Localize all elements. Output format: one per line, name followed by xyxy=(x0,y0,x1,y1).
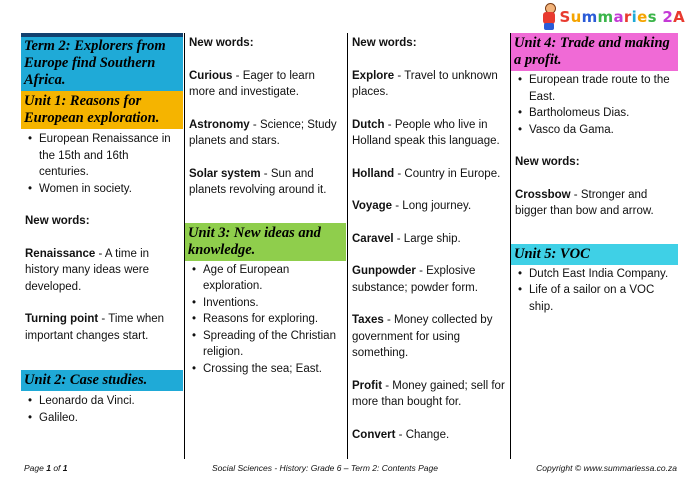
child-mascot-icon xyxy=(540,3,558,31)
unit1-title: Unit 1: Reasons for European exploration. xyxy=(21,91,183,129)
unit5-title: Unit 5: VOC xyxy=(511,244,678,265)
list-item: • European trade route to the East. xyxy=(529,72,674,105)
unit3-list xyxy=(189,262,342,378)
list-item: • Inventions. xyxy=(203,295,342,312)
unit5-list xyxy=(515,266,674,316)
list-item: • European Renaissance in the 15th and 16th centuries. xyxy=(39,131,179,181)
new-words-label: New words: xyxy=(25,215,90,227)
new-words-label xyxy=(352,35,505,52)
word-entry: Holland - Country in Europe. xyxy=(352,167,501,180)
unit2-list xyxy=(25,393,179,426)
unit2-title: Unit 2: Case studies. xyxy=(21,370,183,391)
page-prefix: Page xyxy=(24,463,47,473)
term-title: Term 2: Explorers from Europe find Southern Africa. xyxy=(21,33,183,91)
page-total: 1 xyxy=(62,463,68,473)
word-term: Solar system xyxy=(189,167,261,180)
word-entry: Voyage - Long journey. xyxy=(352,200,472,212)
word-entry: Renaissance - A time in history many ideas were developed. xyxy=(25,247,150,293)
column-2 xyxy=(184,33,346,459)
logo-letter: m xyxy=(597,8,614,26)
word-definition: Money gained; sell for more than bought for. xyxy=(352,379,505,408)
column-4 xyxy=(510,33,678,459)
word-term: Gunpowder xyxy=(352,265,416,277)
footer-center-text: Social Sciences - History: Grade 6 – Term 2: Contents Page xyxy=(212,463,438,473)
word-term: Profit xyxy=(352,379,383,392)
list-item: • Vasco da Gama. xyxy=(529,122,674,139)
logo-letter: e xyxy=(637,8,648,26)
column-1 xyxy=(21,33,183,459)
word-definition: Stronger and bigger than bow and arrow. xyxy=(515,188,654,217)
word-term: Astronomy xyxy=(189,118,250,131)
word-entry: Crossbow - Stronger and bigger than bow and arrow. xyxy=(515,188,654,217)
word-term: Dutch xyxy=(352,118,385,131)
word-definition: Eager to learn more and investigate. xyxy=(189,69,315,98)
word-entry: Explore - Travel to unknown places. xyxy=(352,69,498,98)
word-entry: Gunpowder - Explosive substance; powder form. xyxy=(352,265,478,294)
list-item: • Reasons for exploring. xyxy=(203,311,342,328)
word-definition: Sun and planets revolving around it. xyxy=(189,167,327,196)
list-item: • Life of a sailor on a VOC ship. xyxy=(529,282,674,315)
word-term: Crossbow xyxy=(515,188,571,201)
word-term: Explore xyxy=(352,69,395,82)
unit4-title: Unit 4: Trade and making a profit. xyxy=(511,33,678,71)
summaries-logo xyxy=(540,2,685,32)
logo-letter: r xyxy=(623,8,632,26)
list-item: • Dutch East India Company. xyxy=(529,266,674,283)
word-definition: Money collected by government for using something. xyxy=(352,314,493,359)
unit1-list xyxy=(25,131,179,197)
page-current: 1 xyxy=(46,463,51,473)
word-definition: Country in Europe. xyxy=(404,167,501,180)
word-term: Taxes xyxy=(352,314,384,326)
list-item: • Age of European exploration. xyxy=(203,262,342,295)
list-item: • Crossing the sea; East. xyxy=(203,361,342,378)
word-entry: Dutch - People who live in Holland speak this language. xyxy=(352,118,500,147)
word-entry: Caravel - Large ship. xyxy=(352,232,461,245)
word-term: Convert xyxy=(352,428,396,441)
logo-text xyxy=(560,8,685,26)
logo-letter: 2 xyxy=(662,8,674,26)
logo-letter: A xyxy=(673,8,685,26)
word-entry: Turning point - Time when important changes start. xyxy=(25,313,165,342)
new-words-label: New words: xyxy=(515,156,580,168)
word-definition: Travel to unknown places. xyxy=(352,69,498,98)
word-definition: Large ship. xyxy=(403,232,461,245)
logo-letter: s xyxy=(647,8,657,26)
unit4-list xyxy=(515,72,674,138)
word-term: Caravel xyxy=(352,232,394,245)
word-entry: Solar system - Sun and planets revolving around it. xyxy=(189,167,327,196)
word-term: Turning point xyxy=(25,313,99,325)
word-term: Voyage xyxy=(352,200,393,212)
logo-letter: a xyxy=(613,8,624,26)
word-term: Renaissance xyxy=(25,247,96,260)
page-number xyxy=(24,463,68,473)
list-item: • Women in society. xyxy=(39,181,179,198)
word-term: Curious xyxy=(189,69,233,82)
word-entry: Astronomy - Science; Study planets and stars. xyxy=(189,118,337,147)
copyright-text: Copyright © www.summariessa.co.za xyxy=(536,463,677,473)
unit3-title: Unit 3: New ideas and knowledge. xyxy=(185,223,346,261)
list-item: • Leonardo da Vinci. xyxy=(39,393,179,410)
word-definition: People who live in Holland speak this language. xyxy=(352,118,500,147)
word-definition: Time when important changes start. xyxy=(25,313,165,342)
word-definition: A time in history many ideas were developed. xyxy=(25,247,150,293)
list-item: • Spreading of the Christian religion. xyxy=(203,328,342,361)
word-entry: Taxes - Money collected by government for using something. xyxy=(352,314,493,359)
column-3 xyxy=(347,33,509,459)
word-definition: Science; Study planets and stars. xyxy=(189,118,337,147)
logo-letter: u xyxy=(570,8,582,26)
new-words-text: New words: xyxy=(352,37,417,49)
logo-letter: S xyxy=(559,8,571,26)
word-entry: Curious - Eager to learn more and investigate. xyxy=(189,69,315,98)
list-item: • Bartholomeus Dias. xyxy=(529,105,674,122)
logo-letter: i xyxy=(631,8,638,26)
word-entry: Profit - Money gained; sell for more than bought for. xyxy=(352,379,505,408)
new-words-label: New words: xyxy=(189,37,254,49)
word-definition: Change. xyxy=(405,428,450,441)
logo-letter: m xyxy=(581,8,598,26)
word-term: Holland xyxy=(352,167,395,180)
word-definition: Long journey. xyxy=(402,200,472,212)
word-entry: Convert - Change. xyxy=(352,428,450,441)
page-of: of xyxy=(50,463,63,473)
list-item: • Galileo. xyxy=(39,410,179,427)
word-definition: Explosive substance; powder form. xyxy=(352,265,478,294)
